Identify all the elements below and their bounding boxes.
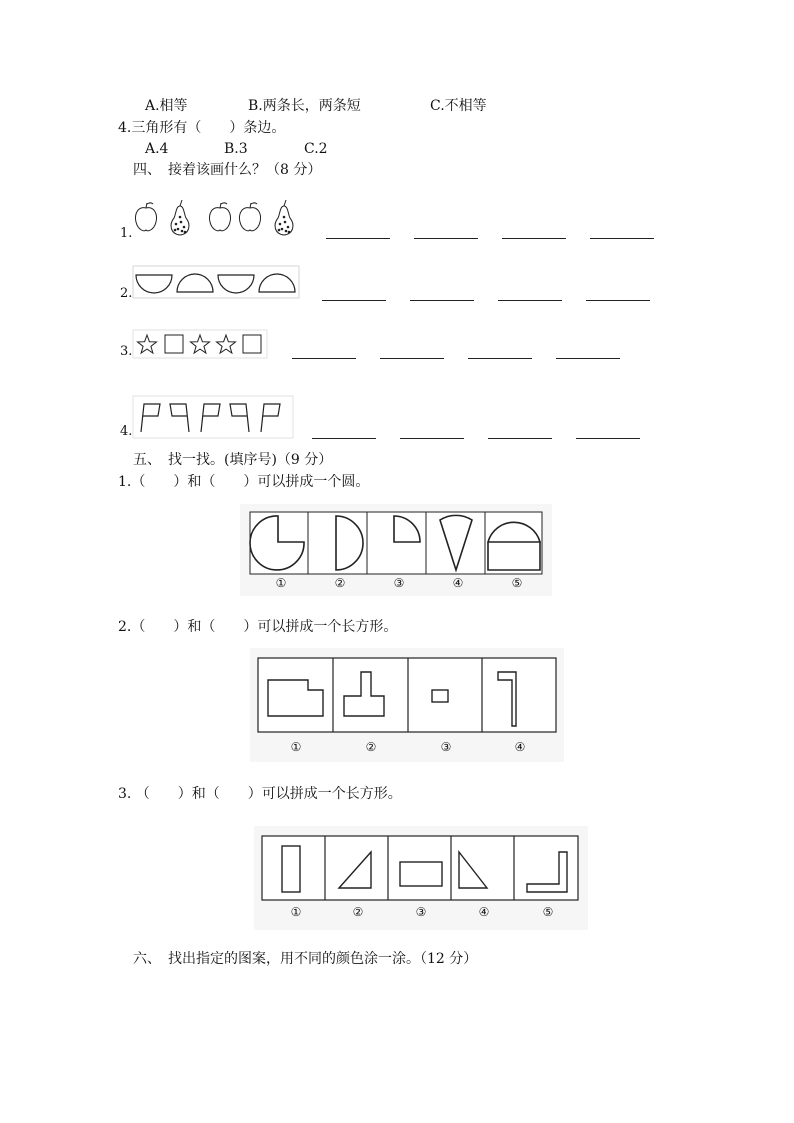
section-5-question-3: 3. （ ）和（ ）可以拼成一个长方形。 [118,786,402,802]
answer-blank[interactable] [414,238,478,239]
square-icon [243,335,261,353]
apple-icon [239,203,260,231]
answer-blank[interactable] [312,438,376,439]
figure-label: ④ [478,905,490,919]
figure-label: ② [334,576,346,590]
question-4-stem: 4.三角形有（ ）条边。 [118,120,286,136]
flag-left-icon [170,404,189,432]
semicircle-down-icon [136,275,172,293]
answer-blank[interactable] [556,358,620,359]
answer-blank[interactable] [380,358,444,359]
star-icon [191,335,210,353]
figure-label: ② [365,740,377,754]
section-4-title: 四、 接着该画什么？（8 分） [133,162,322,178]
q4-option-c: C.2 [304,141,328,157]
semicircle-up-icon [177,274,213,292]
flag-right-icon [201,404,220,432]
square-icon [165,335,183,353]
answer-blank[interactable] [400,438,464,439]
figure-label: ③ [440,740,452,754]
answer-blank[interactable] [468,358,532,359]
figure-label: ⑤ [511,576,523,590]
flag-left-icon [230,404,249,432]
section-6-title: 六、 找出指定的图案，用不同的颜色涂一涂。（12 分） [133,951,478,967]
apple-icon [135,203,156,231]
row-1-number: 1. [120,226,133,241]
apple-icon [209,203,230,231]
fruit-pattern [132,198,304,240]
section-5-title: 五、 找一找。(填序号)（9 分） [133,452,333,468]
pear-icon [171,200,189,235]
figure-label: ④ [514,740,526,754]
figure-label: ① [275,576,287,590]
answer-blank[interactable] [488,438,552,439]
figure-label: ③ [415,905,427,919]
figure-label: ② [352,905,364,919]
figure-label: ④ [452,576,464,590]
answer-blank[interactable] [326,238,390,239]
row-2-number: 2. [120,286,133,301]
star-square-pattern [133,330,267,358]
option-c: C.不相等 [430,98,487,114]
row-3-number: 3. [120,344,133,359]
figure-label: ③ [393,576,405,590]
semicircle-down-icon [218,275,254,293]
answer-blank[interactable] [590,238,654,239]
answer-blank[interactable] [502,238,566,239]
figure-label: ⑤ [542,905,554,919]
q4-option-b: B.3 [224,141,248,157]
flag-right-icon [261,404,280,432]
figure-label: ① [290,740,302,754]
answer-blank[interactable] [322,300,386,301]
star-icon [217,335,236,353]
answer-blank[interactable] [586,300,650,301]
flag-pattern [133,396,293,438]
section-5-question-1: 1.（ ）和（ ）可以拼成一个圆。 [118,474,370,490]
answer-blank[interactable] [576,438,640,439]
star-icon [138,335,157,353]
semicircle-pattern [133,266,299,298]
option-a: A.相等 [145,98,188,114]
flag-right-icon [141,404,160,432]
figure-label: ① [290,905,302,919]
q4-option-a: A.4 [145,141,169,157]
answer-blank[interactable] [292,358,356,359]
answer-blank[interactable] [410,300,474,301]
pear-icon [275,200,293,235]
row-4-number: 4. [120,424,133,439]
section-5-question-2: 2.（ ）和（ ）可以拼成一个长方形。 [118,619,398,635]
semicircle-up-icon [259,274,295,292]
option-b: B.两条长，两条短 [248,98,361,114]
answer-blank[interactable] [498,300,562,301]
